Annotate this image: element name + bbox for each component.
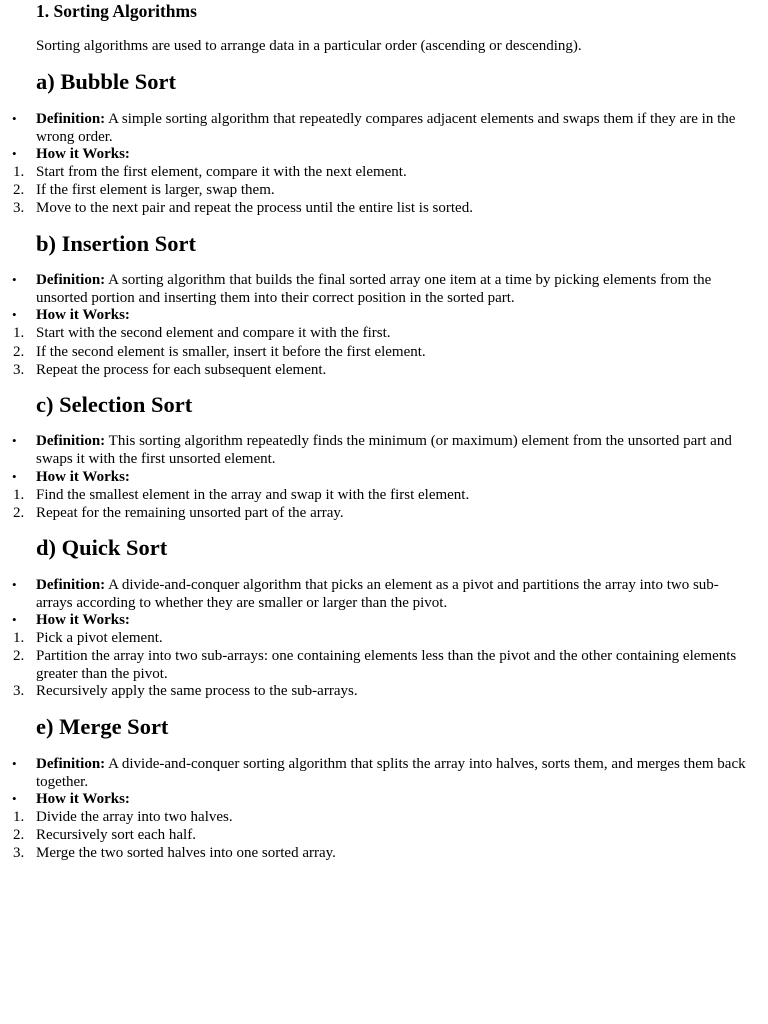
step-number: 1. [13, 164, 25, 180]
how-it-works-label: How it Works: [36, 612, 130, 628]
step-text: Pick a pivot element. [36, 630, 163, 646]
bullet-icon: • [12, 433, 17, 448]
section-title: b) Insertion Sort [36, 231, 197, 256]
definition-text: A simple sorting algorithm that repeatedly compares adjacent elements and swaps them if they are in the wrong order. [36, 111, 736, 145]
step-number: 2. [13, 344, 25, 360]
step-text: Start from the first element, compare it with the next element. [36, 164, 407, 180]
step-number: 3. [13, 200, 25, 216]
bullet-icon: • [12, 111, 17, 126]
step-number: 3. [13, 845, 25, 861]
page-title: 1. Sorting Algorithms [36, 1, 197, 21]
step-number: 1. [13, 487, 25, 503]
step-number: 2. [13, 182, 25, 198]
definition-text: A divide-and-conquer sorting algorithm that splits the array into halves, sorts them, and merges them back together. [36, 756, 746, 790]
how-it-works-label: How it Works: [36, 791, 130, 807]
section-title: e) Merge Sort [36, 714, 169, 739]
bullet-icon: • [12, 307, 17, 322]
bullet-icon: • [12, 791, 17, 806]
step-number: 3. [13, 683, 25, 699]
step-text: Find the smallest element in the array and swap it with the first element. [36, 487, 470, 503]
section-title: d) Quick Sort [36, 535, 168, 560]
step-text: If the second element is smaller, insert it before the first element. [36, 344, 426, 360]
bullet-icon: • [12, 146, 17, 161]
definition-text: A divide-and-conquer algorithm that picks an element as a pivot and partitions the array into two sub-arrays according to whether they are smaller or larger than the pivot. [36, 577, 719, 611]
step-text: Recursively apply the same process to the sub-arrays. [36, 683, 358, 699]
step-number: 1. [13, 809, 25, 825]
step-text: Start with the second element and compare it with the first. [36, 325, 391, 341]
step-text: Divide the array into two halves. [36, 809, 233, 825]
bullet-icon: • [12, 272, 17, 287]
step-number: 2. [13, 505, 25, 521]
step-text: Recursively sort each half. [36, 827, 196, 843]
bullet-icon: • [12, 469, 17, 484]
how-it-works-label: How it Works: [36, 146, 130, 162]
definition-text: This sorting algorithm repeatedly finds the minimum (or maximum) element from the unsorted part and swaps it with the first unsorted element. [36, 433, 732, 467]
bullet-icon: • [12, 612, 17, 627]
step-text: Repeat for the remaining unsorted part of the array. [36, 505, 344, 521]
definition-label: Definition: [36, 756, 106, 772]
definition-label: Definition: [36, 433, 106, 449]
how-it-works-label: How it Works: [36, 469, 130, 485]
step-text: If the first element is larger, swap them. [36, 182, 275, 198]
definition-text: A sorting algorithm that builds the final sorted array one item at a time by picking elements from the unsorted portion and inserting them into their correct position in the sorted part. [36, 272, 712, 306]
definition-label: Definition: [36, 111, 106, 127]
step-number: 2. [13, 648, 25, 664]
step-number: 3. [13, 362, 25, 378]
definition-label: Definition: [36, 272, 106, 288]
step-text: Move to the next pair and repeat the process until the entire list is sorted. [36, 200, 473, 216]
intro-paragraph: Sorting algorithms are used to arrange data in a particular order (ascending or descending). [36, 38, 582, 54]
bullet-icon: • [12, 756, 17, 771]
bullet-icon: • [12, 577, 17, 592]
how-it-works-label: How it Works: [36, 307, 130, 323]
step-text: Merge the two sorted halves into one sorted array. [36, 845, 336, 861]
step-text: Partition the array into two sub-arrays: one containing elements less than the pivot and the other containing elements greater than the pivot. [36, 648, 737, 682]
step-text: Repeat the process for each subsequent element. [36, 362, 327, 378]
definition-label: Definition: [36, 577, 106, 593]
section-title: c) Selection Sort [36, 392, 193, 417]
section-title: a) Bubble Sort [36, 69, 177, 94]
step-number: 1. [13, 630, 25, 646]
step-number: 2. [13, 827, 25, 843]
step-number: 1. [13, 325, 25, 341]
